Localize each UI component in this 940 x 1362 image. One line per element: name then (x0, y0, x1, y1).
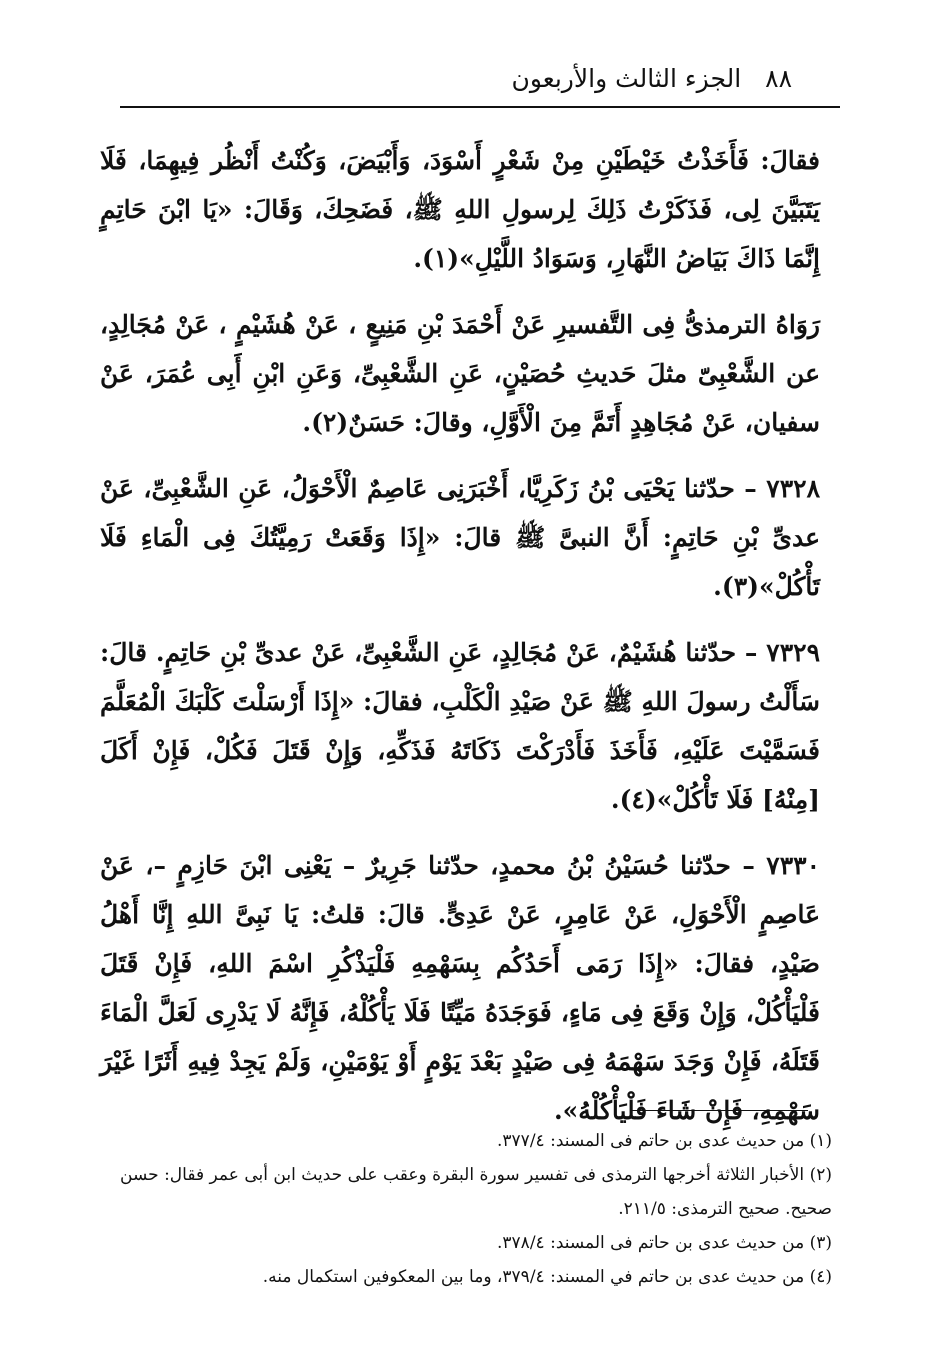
footnotes (120, 1124, 832, 1294)
footnote-rule (630, 1110, 808, 1111)
running-title: الجزء الثالث والأربعون (511, 64, 742, 93)
footnote-4: (٤) من حديث عدى بن حاتم في المسند: ٣٧٩/٤، وما بين المعكوفين استكمال منه. (262, 1267, 832, 1287)
footnote-3: (٣) من حديث عدى بن حاتم فى المسند: ٣٧٨/٤. (497, 1233, 832, 1253)
main-text (100, 136, 820, 1152)
hadith-7329: ٧٣٢٩ – حدّثنا هُشَيْمٌ، عَنْ مُجَالِدٍ، عَنِ الشَّعْبِىِّ، عَنْ عدىِّ بْنِ حَاتِمٍ. قالَ: سَأَلْتُ رسولَ اللهِ ﷺ عَنْ صَيْدِ الْكَلْبِ، فقالَ: «إِذَا أَرْسَلْتَ كَلْبَكَ الْمُعَلَّمَ فَسَمَّيْتَ عَلَيْهِ، فَأَخَذَ فَأَدْرَكْتَ ذَكَاتَهُ فَذَكِّهِ، وَإِنْ قَتَلَ فَكُلْ، فَإِنْ أَكَلَ [مِنْهُ] فَلَا تَأْكُلْ»(٤). (100, 638, 820, 814)
paragraph: فقالَ: فَأَخَذْتُ خَيْطَيْنِ مِنْ شَعْرٍ أَسْوَدَ، وَأَبْيَضَ، وَكُنْتُ أَنْظُر فِيهِمَا، فَلَا يَتَبَيَّنَ لِى، فَذَكَرْتُ ذَلِكَ لِرسولِ اللهِ ﷺ، فَضَحِكَ، وَقَالَ: «يَا ابْنَ حَاتِمٍ إِنَّمَا ذَاكَ بَيَاضُ النَّهَارِ، وَسَوَادُ اللَّيْلِ»(١). (100, 146, 820, 273)
hadith-7330: ٧٣٣٠ – حدّثنا حُسَيْنُ بْنُ محمدٍ، حدّثنا جَرِيرٌ – يَعْنِى ابْنَ حَازِمٍ –، عَنْ عَاصِمٍ الْأَحْوَلِ، عَنْ عَامِرٍ، عَنْ عَدِىٍّ. قالَ: قلتُ: يَا نَبِىَّ اللهِ إِنَّا أَهْلُ صَيْدٍ، فقالَ: «إِذَا رَمَى أَحَدُكُم بِسَهْمِهِ فَلْيَذْكُرِ اسْمَ اللهِ، فَإِنْ قَتَلَ فَلْيَأْكُلْ، وَإِنْ وَقَعَ فِى مَاءٍ، فَوَجَدَهُ مَيِّتًا فَلَا يَأْكُلْهُ، فَإِنَّهُ لَا يَدْرِى لَعَلَّ الْمَاءَ قَتَلَهُ، فَإِنْ وَجَدَ سَهْمَهُ فِى صَيْدٍ بَعْدَ يَوْمٍ أَوْ يَوْمَيْنِ، وَلَمْ يَجِدْ فِيهِ أَثَرًا غَيْرَ سَهْمِهِ، فَإِنْ شَاءَ فَلْيَأْكُلْهُ». (100, 851, 820, 1125)
paragraph: رَوَاهُ الترمذىُّ فِى التَّفسيرِ عَنْ أَحْمَدَ بْنِ مَنِيعٍ ، عَنْ هُشَيْمٍ ، عَنْ مُجَالِدٍ، عن الشَّعْبِىّ مثلَ حَديثِ حُصَيْنٍ، عَنِ الشَّعْبِىِّ، وَعَنِ ابْنِ أَبِى عُمَرَ، عَنْ سفيان، عَنْ مُجَاهِدٍ أَتَمَّ مِنَ الْأَوَّلِ، وقالَ: حَسَنٌ(٢). (100, 310, 820, 437)
header-rule (120, 106, 840, 108)
footnote-2: (٢) الأخبار الثلاثة أخرجها الترمذى فى تفسير سورة البقرة وعقب على حديث ابن أبى عمر فقال: حسن صحيح. صحيح الترمذى: ٢١١/٥. (120, 1165, 832, 1219)
running-header (132, 56, 792, 102)
footnote-1: (١) من حديث عدى بن حاتم فى المسند: ٣٧٧/٤. (497, 1131, 832, 1151)
hadith-7328: ٧٣٢٨ – حدّثنا يَحْيَى بْنُ زَكَرِيَّا، أَخْبَرَنِى عَاصِمٌ الْأَحْوَلُ، عَنِ الشَّعْبِىِّ، عَنْ عدىِّ بْنِ حَاتِمٍ: أَنَّ النبىَّ ﷺ قالَ: «إِذَا وَقَعَتْ رَمِيَّتُكَ فِى الْمَاءِ فَلَا تَأْكُلْ»(٣). (100, 474, 820, 601)
page-number: ٨٨ (765, 64, 792, 93)
